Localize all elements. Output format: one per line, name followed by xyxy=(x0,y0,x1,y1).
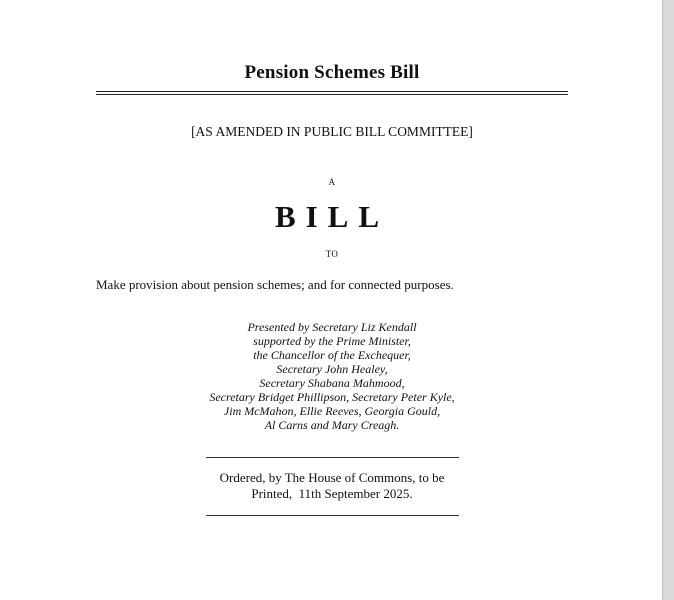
amendment-status: [AS AMENDED IN PUBLIC BILL COMMITTEE] xyxy=(191,124,473,139)
bill-title: Pension Schemes Bill xyxy=(244,62,420,83)
to-word: TO xyxy=(325,249,339,259)
ordered-top-rule xyxy=(206,457,459,458)
presenter-line: Jim McMahon, Ellie Reeves, Georgia Gould, xyxy=(223,404,441,418)
presenter-line: Secretary Bridget Phillipson, Secretary Peter Kyle, xyxy=(209,390,455,404)
presenter-line: supported by the Prime Minister, xyxy=(253,334,411,348)
bill-heading: BILL xyxy=(274,199,390,234)
ordered-bottom-rule xyxy=(206,515,459,516)
presenters-block xyxy=(146,320,518,432)
title-double-rule xyxy=(96,91,568,95)
ordered-line: Printed, 11th September 2025. xyxy=(251,486,413,501)
viewer-scroll-edge[interactable] xyxy=(662,0,674,600)
presenter-line: Presented by Secretary Liz Kendall xyxy=(247,320,417,334)
article-a: A xyxy=(328,177,336,187)
presenter-line: Al Carns and Mary Creagh. xyxy=(264,418,400,432)
presenter-line: the Chancellor of the Exchequer, xyxy=(253,348,411,362)
long-title: Make provision about pension schemes; and for connected purposes. xyxy=(96,277,454,292)
ordered-line: Ordered, by The House of Commons, to be xyxy=(219,470,445,485)
ordered-block xyxy=(146,470,518,502)
presenter-line: Secretary Shabana Mahmood, xyxy=(259,376,405,390)
presenter-line: Secretary John Healey, xyxy=(276,362,388,376)
